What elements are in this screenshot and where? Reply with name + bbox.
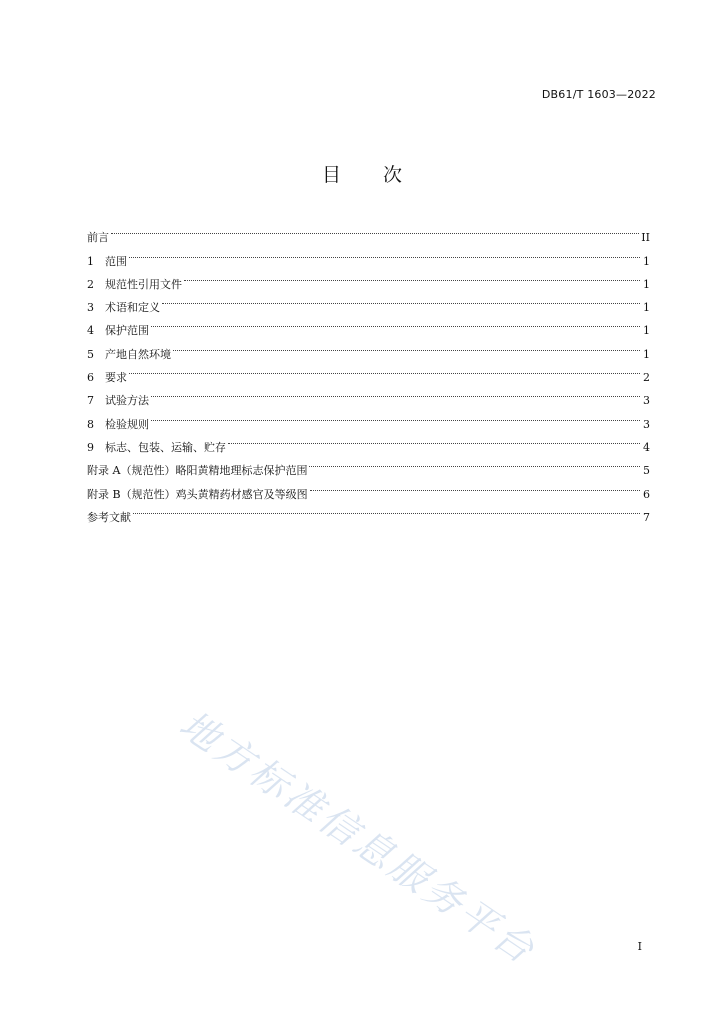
toc-entry-inspection-rules[interactable] [87, 404, 650, 431]
toc-entry-number: 4 [87, 324, 94, 338]
dot-leader [151, 381, 640, 404]
toc-entry-page: 3 [643, 394, 650, 408]
toc-entry-page: 3 [643, 417, 650, 431]
toc-entry-label: 规范性引用文件 [105, 277, 182, 291]
toc-title [0, 160, 724, 187]
toc-entry-page: 6 [643, 487, 650, 501]
toc-entry-label: 检验规则 [105, 417, 149, 431]
dot-leader [309, 451, 640, 474]
toc-entry-label: 产地自然环境 [105, 347, 171, 361]
toc-entry-number: 6 [87, 371, 94, 385]
toc-entry-label: 标志、包装、运输、贮存 [105, 440, 226, 454]
toc-entry-label: 保护范围 [105, 324, 149, 338]
toc-entry-label: 要求 [105, 371, 127, 385]
toc-entry-normative-references[interactable] [87, 265, 650, 291]
dot-leader [151, 311, 640, 334]
toc-entry-natural-environment[interactable] [87, 334, 650, 361]
dot-leader [133, 498, 640, 521]
toc-entry-page: 1 [643, 277, 650, 291]
dot-leader [129, 358, 640, 381]
toc-entry-page: II [641, 231, 650, 245]
toc-entry-number: 3 [87, 301, 94, 315]
toc-entry-label: 试验方法 [105, 394, 149, 408]
toc-entry-label: 范围 [105, 254, 127, 268]
toc-title-right: 次 [383, 164, 403, 186]
page-number: I [637, 940, 642, 953]
standard-code: DB61/T 1603—2022 [541, 88, 656, 101]
toc-list [87, 218, 650, 524]
toc-entry-page: 1 [643, 254, 650, 268]
toc-entry-number: 9 [87, 440, 94, 454]
toc-entry-marking-packaging[interactable] [87, 428, 650, 454]
toc-entry-label: 附录 B（规范性）鸡头黄精药材感官及等级图 [87, 487, 308, 501]
toc-entry-terms-definitions[interactable] [87, 288, 650, 315]
dot-leader [162, 288, 640, 311]
toc-entry-page: 5 [643, 464, 650, 478]
dot-leader [173, 334, 640, 357]
dot-leader [151, 404, 640, 427]
toc-entry-page: 1 [643, 324, 650, 338]
toc-entry-page: 1 [643, 347, 650, 361]
toc-title-left: 目 [321, 164, 341, 186]
dot-leader [184, 265, 640, 288]
toc-entry-protection-scope[interactable] [87, 311, 650, 338]
dot-leader [310, 474, 640, 497]
toc-entry-label: 附录 A（规范性）略阳黄精地理标志保护范围 [87, 464, 308, 478]
toc-entry-page: 7 [643, 510, 650, 524]
toc-entry-page: 2 [643, 371, 650, 385]
dot-leader [228, 428, 640, 451]
toc-entry-number: 5 [87, 347, 94, 361]
toc-entry-test-methods[interactable] [87, 381, 650, 408]
toc-entry-requirements[interactable] [87, 358, 650, 385]
toc-entry-label: 参考文献 [87, 510, 131, 524]
toc-entry-label: 术语和定义 [105, 301, 160, 315]
toc-entry-number: 7 [87, 394, 94, 408]
watermark: 地方标准信息服务平台 [171, 702, 545, 974]
toc-entry-label: 前言 [87, 231, 109, 245]
toc-entry-scope[interactable] [87, 241, 650, 268]
toc-entry-number: 1 [87, 254, 94, 268]
toc-entry-preface[interactable] [87, 218, 650, 245]
toc-entry-bibliography[interactable] [87, 498, 650, 524]
dot-leader [129, 241, 640, 264]
toc-entry-page: 4 [643, 440, 650, 454]
toc-entry-page: 1 [643, 301, 650, 315]
toc-entry-number: 8 [87, 417, 94, 431]
dot-leader [111, 218, 639, 241]
toc-entry-number: 2 [87, 277, 94, 291]
